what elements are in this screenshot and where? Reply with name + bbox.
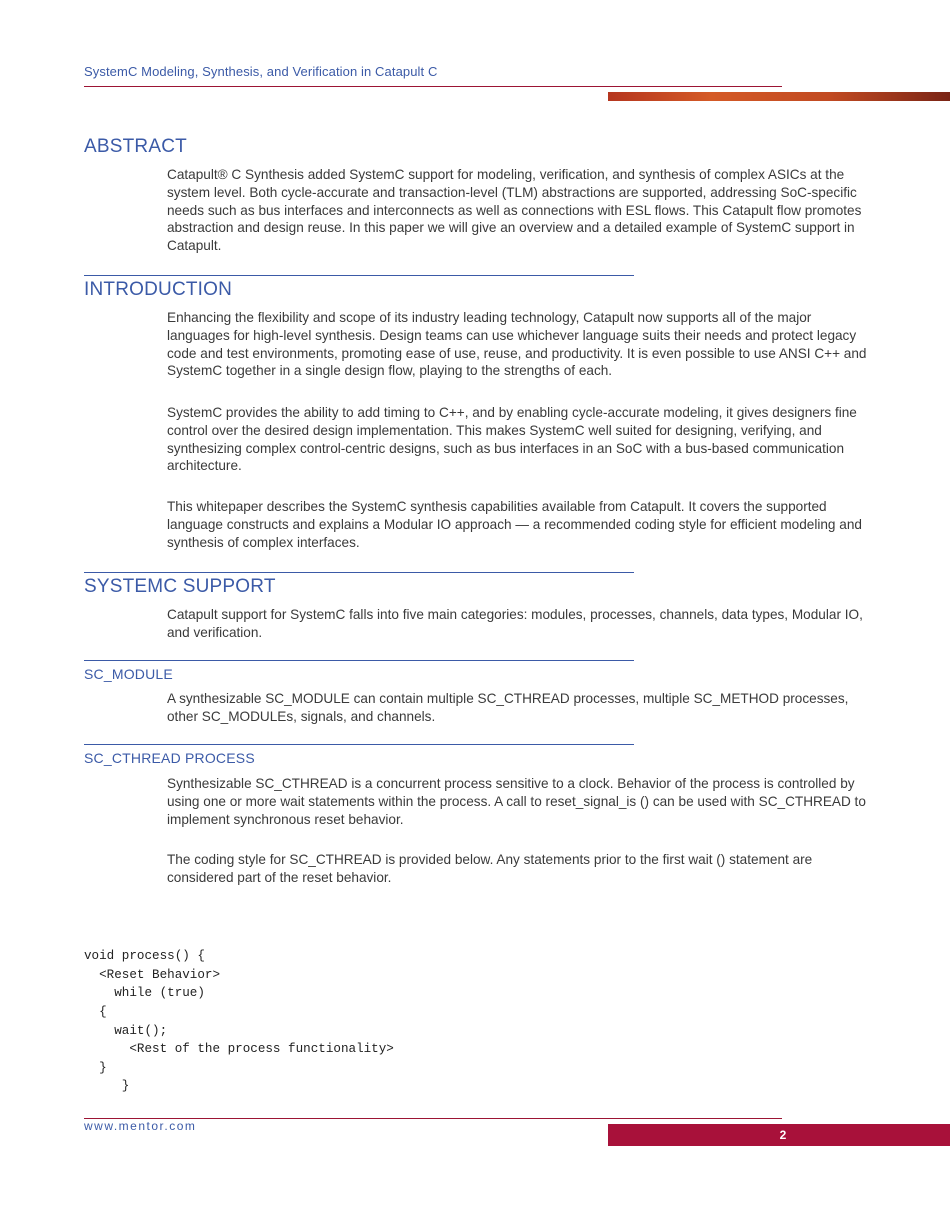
- section-heading-abstract: ABSTRACT: [84, 136, 187, 157]
- code-line: <Reset Behavior>: [84, 967, 221, 982]
- sc-module-paragraph: A synthesizable SC_MODULE can contain multiple SC_CTHREAD processes, multiple SC_METHOD processes, other SC_MODULEs, signals, and channels.: [167, 691, 849, 724]
- section-heading-systemc-support: SYSTEMC SUPPORT: [84, 576, 276, 597]
- introduction-paragraph-2: SystemC provides the ability to add timing to C++, and by enabling cycle-accurate modeling, it gives designers fine control over the desired design implementation. This makes SystemC well suited for designing, verifying, and synthesizing complex control-centric designs, such as bus interfaces in an SoC with a bus-based communication architecture.: [167, 405, 857, 474]
- section-rule: [84, 660, 634, 661]
- code-line: while (true): [84, 986, 205, 1001]
- code-block: [84, 910, 394, 1133]
- abstract-paragraph: Catapult® C Synthesis added SystemC support for modeling, verification, and synthesis of complex ASICs at the system level. Both cycle-accurate and transaction-level (TLM) abstractions are supported, addressing SoC-specific needs such as bus interfaces and interconnects as well as connections with ESL flows. This Catapult flow promotes abstraction and design reuse. In this paper we will give an overview and a detailed example of SystemC support in Catapult.: [167, 167, 862, 254]
- sc-cthread-paragraph-2: The coding style for SC_CTHREAD is provided below. Any statements prior to the first wait () statement are considered part of the reset behavior.: [167, 852, 813, 885]
- page-number: 2: [779, 1128, 787, 1142]
- systemc-support-paragraph: Catapult support for SystemC falls into five main categories: modules, processes, channels, data types, Modular IO, and verification.: [167, 607, 863, 640]
- section-rule: [84, 275, 634, 276]
- footer-url[interactable]: www.mentor.com: [84, 1119, 197, 1133]
- code-line: }: [84, 1079, 130, 1094]
- code-line: }: [84, 1060, 107, 1075]
- subsection-heading-sc-cthread: SC_CTHREAD PROCESS: [84, 750, 255, 766]
- code-line: wait();: [84, 1023, 168, 1038]
- code-line: void process() {: [84, 949, 205, 964]
- code-line: {: [84, 1004, 107, 1019]
- subsection-heading-sc-module: SC_MODULE: [84, 666, 173, 682]
- sc-cthread-paragraph-1: Synthesizable SC_CTHREAD is a concurrent process sensitive to a clock. Behavior of the process is controlled by using one or more wait statements within the process. A call to reset_signal_is () can be used with SC_CTHREAD to implement synchronous reset behavior.: [167, 776, 866, 827]
- introduction-paragraph-1: Enhancing the flexibility and scope of its industry leading technology, Catapult now supports all of the major languages for high-level synthesis. Design teams can use whichever language suits their needs and protect legacy code and test environments, promoting ease of use, reuse, and productivity. It is even possible to use ANSI C++ and SystemC together in a single design flow, playing to the strengths of each.: [167, 310, 867, 379]
- section-heading-introduction: INTRODUCTION: [84, 279, 233, 300]
- header-rule: [84, 86, 782, 87]
- introduction-paragraph-3: This whitepaper describes the SystemC synthesis capabilities available from Catapult. It covers the supported language constructs and explains a Modular IO approach — a recommended coding style for efficient modeling and synthesis of complex interfaces.: [167, 499, 862, 550]
- code-line: <Rest of the process functionality>: [84, 1042, 394, 1057]
- section-rule: [84, 572, 634, 573]
- section-rule: [84, 744, 634, 745]
- header-accent-bar: [608, 92, 950, 101]
- running-title: SystemC Modeling, Synthesis, and Verification in Catapult C: [84, 64, 438, 79]
